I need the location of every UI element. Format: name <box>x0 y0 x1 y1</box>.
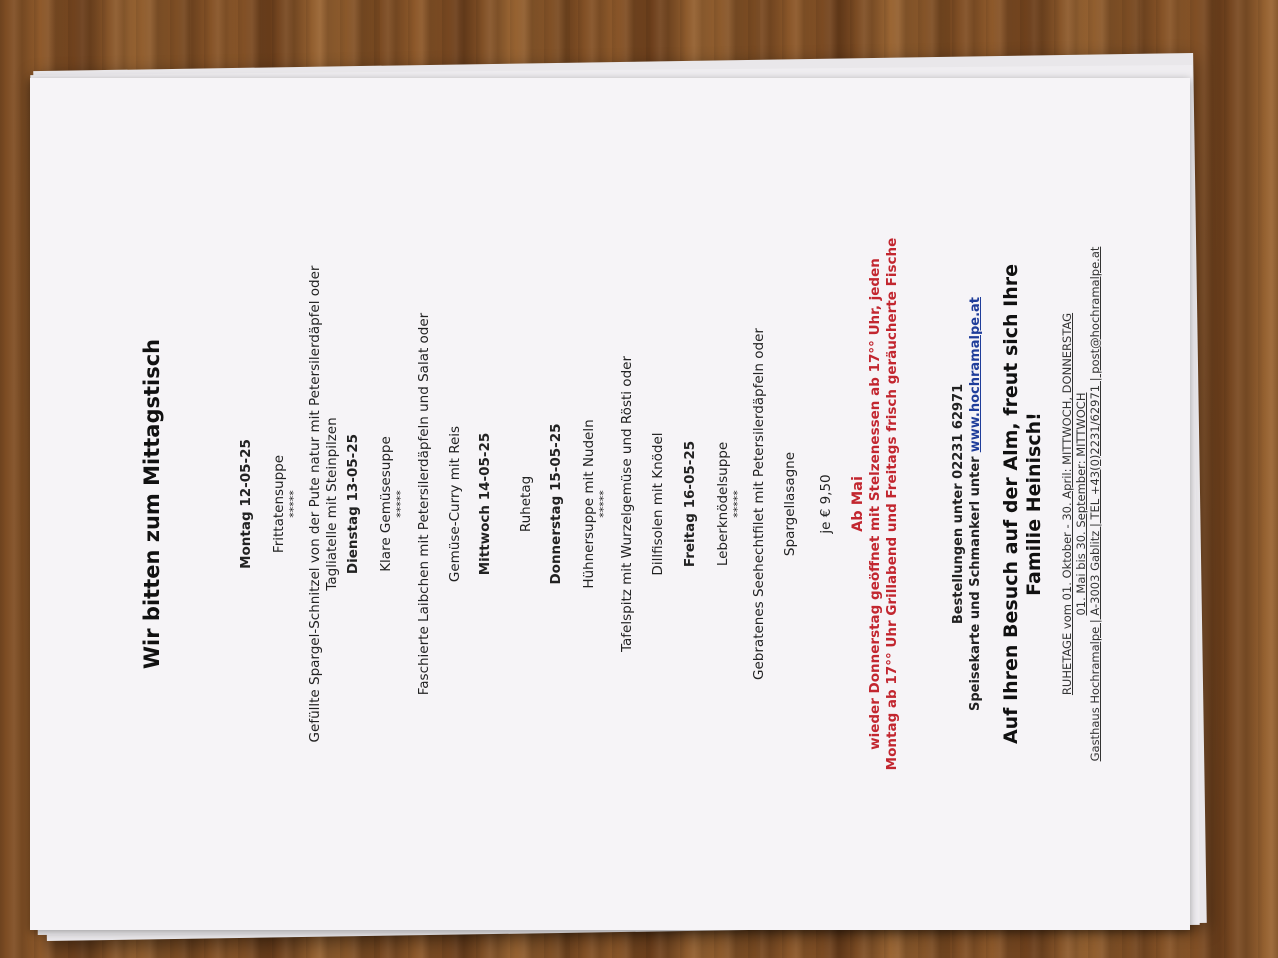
separator-stars: ***** <box>597 490 610 518</box>
order-info <box>950 78 984 930</box>
day-block-wednesday <box>477 78 535 930</box>
day-block-thursday <box>548 78 667 930</box>
alt-dish: Tagliatelle mit Steinpilzen <box>324 417 340 591</box>
menu-sheet <box>30 78 1190 930</box>
main-dish: Gebratenes Seehechtfilet mit Petersilerdäpfeln oder <box>751 328 767 680</box>
announcement-heading: Ab Mai <box>850 476 866 532</box>
day-heading: Dienstag 13-05-25 <box>345 433 361 575</box>
day-heading: Montag 12-05-25 <box>238 439 254 569</box>
day-block-monday <box>238 78 341 930</box>
main-dish: Gefüllte Spargel-Schnitzel von der Pute natur mit Petersilerdäpfel oder <box>307 265 323 743</box>
order-phone: Bestellungen unter 02231 62971 <box>951 383 966 625</box>
main-dish: Faschierte Laibchen mit Petersilerdäpfeln und Salat oder <box>416 312 432 696</box>
price: je € 9,50 <box>818 474 834 534</box>
separator-stars: ***** <box>731 490 744 518</box>
separator-stars: ***** <box>287 490 300 518</box>
footer-contact: Gasthaus Hochramalpe | A-3003 Gablitz | TEL +43(0)2231/62971 | post@hochramalpe.at <box>1088 246 1102 762</box>
announcement <box>850 78 901 930</box>
announcement-line-2: Montag ab 17°° Uhr Grillabend und Freitags frisch geräucherte Fische <box>884 237 900 771</box>
menu-title: Wir bitten zum Mittagstisch <box>140 338 164 670</box>
soup: Frittatensuppe <box>271 454 287 554</box>
footer-summer-closing: 01. Mai bis 30. September: MITTWOCH <box>1074 392 1088 616</box>
footer-closing-days: RUHETAGE vom 01. Oktober - 30. April: MITTWOCH, DONNERSTAG <box>1060 312 1074 696</box>
day-block-friday <box>682 78 799 930</box>
welcome-line-2: Familie Heinisch! <box>1023 412 1045 596</box>
closed-day: Ruhetag <box>518 475 534 533</box>
soup: Leberknödelsuppe <box>715 441 731 567</box>
soup: Klare Gemüsesuppe <box>378 436 394 572</box>
day-heading: Donnerstag 15-05-25 <box>548 423 564 585</box>
order-website-line <box>967 78 984 930</box>
footer <box>1060 78 1102 930</box>
welcome-line-1: Auf Ihren Besuch auf der Alm, freut sich Ihre <box>1000 263 1022 745</box>
day-block-tuesday <box>345 78 464 930</box>
day-heading: Freitag 16-05-25 <box>682 440 698 568</box>
main-dish: Tafelspitz mit Wurzelgemüse und Rösti oder <box>619 356 635 652</box>
alt-dish: Gemüse-Curry mit Reis <box>447 425 463 583</box>
order-website-prefix: Speisekarte und Schmankerl unter <box>968 456 983 712</box>
day-heading: Mittwoch 14-05-25 <box>477 432 493 576</box>
alt-dish: Spargellasagne <box>782 451 798 557</box>
alt-dish: Dillfisolen mit Knödel <box>650 432 666 576</box>
announcement-line-1: wieder Donnerstag geöffnet mit Stelzenessen ab 17°° Uhr, jeden <box>867 258 883 750</box>
soup: Hühnersuppe mit Nudeln <box>581 419 597 589</box>
menu-page-rotated <box>30 78 1190 930</box>
website-link[interactable]: www.hochramalpe.at <box>968 296 983 453</box>
welcome-message <box>1000 78 1046 930</box>
separator-stars: ***** <box>394 490 407 518</box>
